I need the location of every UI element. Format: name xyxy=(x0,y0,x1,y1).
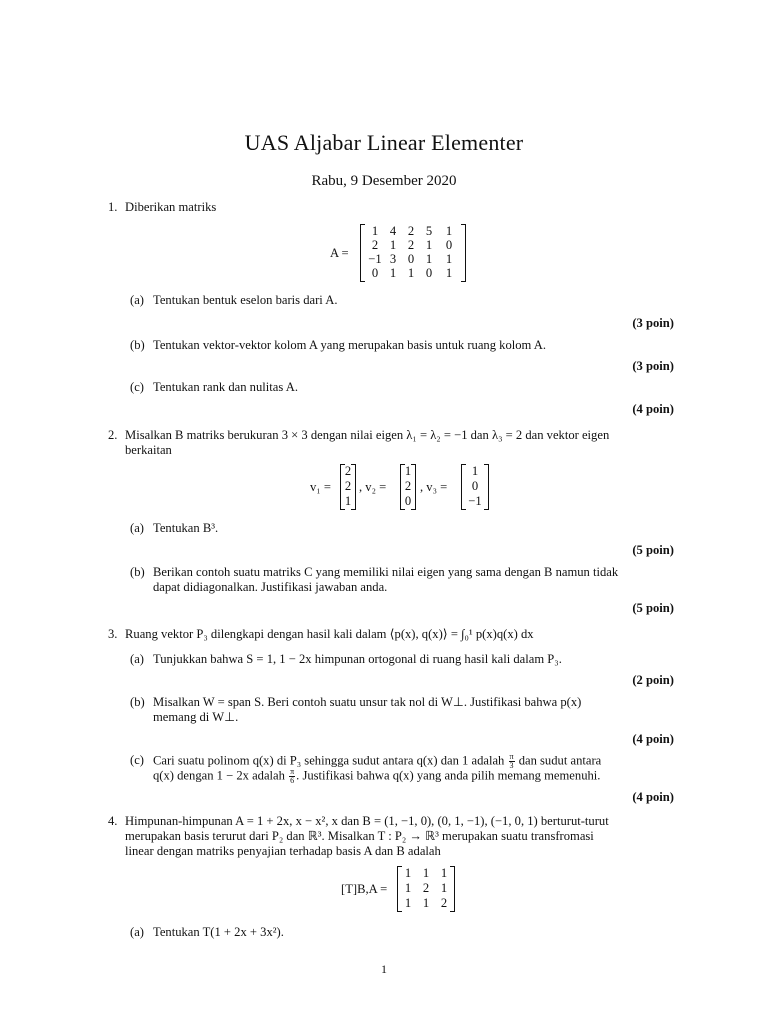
exam-date: Rabu, 9 Desember 2020 xyxy=(311,173,457,189)
q3a-text: Tunjukkan bahwa S = 1, 1 − 2x himpunan ortogonal di ruang hasil kali dalam P₃. xyxy=(153,652,562,666)
q4a-text: Tentukan T(1 + 2x + 3x²). xyxy=(153,925,284,939)
q1-number: 1. xyxy=(108,200,118,214)
q1b-points: (3 poin) xyxy=(632,359,674,373)
q1-intro: Diberikan matriks xyxy=(125,200,217,214)
q2-intro-line2: berkaitan xyxy=(125,443,172,457)
q2a-points: (5 poin) xyxy=(632,543,674,557)
q4-matrix-label: [T]B,A = xyxy=(341,882,388,896)
q3b-points: (4 poin) xyxy=(632,732,674,746)
q4-intro-line2: merupakan basis terurut dari P₂ dan ℝ³. Misalkan T : P₂ → ℝ³ merupakan suatu transfromasi xyxy=(125,829,594,843)
q3c-text-line1: Cari suatu polinom q(x) di P₃ sehingga sudut antara q(x) dan 1 adalah $\frac{\pi}{3}$ dan sudut antara xyxy=(153,752,602,770)
q4-number: 4. xyxy=(108,814,118,828)
q4a-label: (a) xyxy=(130,925,144,939)
q3c-text-line2: q(x) dengan 1 − 2x adalah $\frac{\pi}{6}$ . Justifikasi bahwa q(x) yang anda pilih memang memenuhi. xyxy=(153,767,601,785)
q1-matrix: 1 4 2 5 1 2 1 2 1 0 −1 3 0 1 1 0 1 1 0 1 xyxy=(360,224,466,282)
q2b-text-line2: dapat didiagonalkan. Justifikasi jawaban anda. xyxy=(153,580,388,594)
q3-intro: Ruang vektor P₃ dilengkapi dengan hasil kali dalam ⟨p(x), q(x)⟩ = ∫₀¹ p(x)q(x) dx xyxy=(125,627,534,641)
v1-vector: 2 2 1 xyxy=(340,464,356,510)
q4-intro-line3: linear dengan matriks penyajian terhadap basis A dan B adalah xyxy=(125,844,441,858)
q1-matrix-label: A = xyxy=(330,246,349,260)
q2-number: 2. xyxy=(108,428,118,442)
v3-vector: 1 0 −1 xyxy=(461,464,489,510)
q1a-points: (3 poin) xyxy=(632,316,674,330)
q1b-label: (b) xyxy=(130,338,145,352)
q1c-label: (c) xyxy=(130,380,144,394)
q3b-text-line2: memang di W⊥. xyxy=(153,710,239,724)
page-number: 1 xyxy=(381,962,387,976)
v1-label: v₁ = xyxy=(310,480,331,494)
q4-matrix: 1 1 1 1 2 1 1 1 2 xyxy=(397,866,455,912)
v3-label: , v₃ = xyxy=(420,480,448,494)
q1a-text: Tentukan bentuk eselon baris dari A. xyxy=(153,293,338,307)
page-title: UAS Aljabar Linear Elementer xyxy=(244,130,524,155)
q1a-label: (a) xyxy=(130,293,144,307)
q3c-label: (c) xyxy=(130,753,144,767)
q2a-text: Tentukan B³. xyxy=(153,521,219,535)
q3-number: 3. xyxy=(108,627,118,641)
q3a-points: (2 poin) xyxy=(632,673,674,687)
q2b-label: (b) xyxy=(130,565,145,579)
q3c-points: (4 poin) xyxy=(632,790,674,804)
q3a-label: (a) xyxy=(130,652,144,666)
q2b-points: (5 poin) xyxy=(632,601,674,615)
q3b-text-line1: Misalkan W = span S. Beri contoh suatu unsur tak nol di W⊥. Justifikasi bahwa p(x) xyxy=(153,695,582,709)
pi-over-6-fraction: $\frac{\pi}{6}$ xyxy=(290,767,295,785)
v2-vector: 1 2 0 xyxy=(400,464,416,510)
q3b-label: (b) xyxy=(130,695,145,709)
q1b-text: Tentukan vektor-vektor kolom A yang merupakan basis untuk ruang kolom A. xyxy=(153,338,547,352)
q2b-text-line1: Berikan contoh suatu matriks C yang memiliki nilai eigen yang sama dengan B namun tidak xyxy=(153,565,619,579)
pi-over-3-fraction: $\frac{\pi}{3}$ xyxy=(509,752,514,770)
v2-label: , v₂ = xyxy=(359,480,387,494)
q1c-points: (4 poin) xyxy=(632,402,674,416)
q4-intro-line1: Himpunan-himpunan A = 1 + 2x, x − x², x dan B = (1, −1, 0), (0, 1, −1), (−1, 0, 1) berturut-turut xyxy=(125,814,609,828)
q2a-label: (a) xyxy=(130,521,144,535)
q1c-text: Tentukan rank dan nulitas A. xyxy=(153,380,298,394)
q2-intro-line1: Misalkan B matriks berukuran 3 × 3 dengan nilai eigen λ₁ = λ₂ = −1 dan λ₃ = 2 dan vektor eigen xyxy=(125,428,610,442)
